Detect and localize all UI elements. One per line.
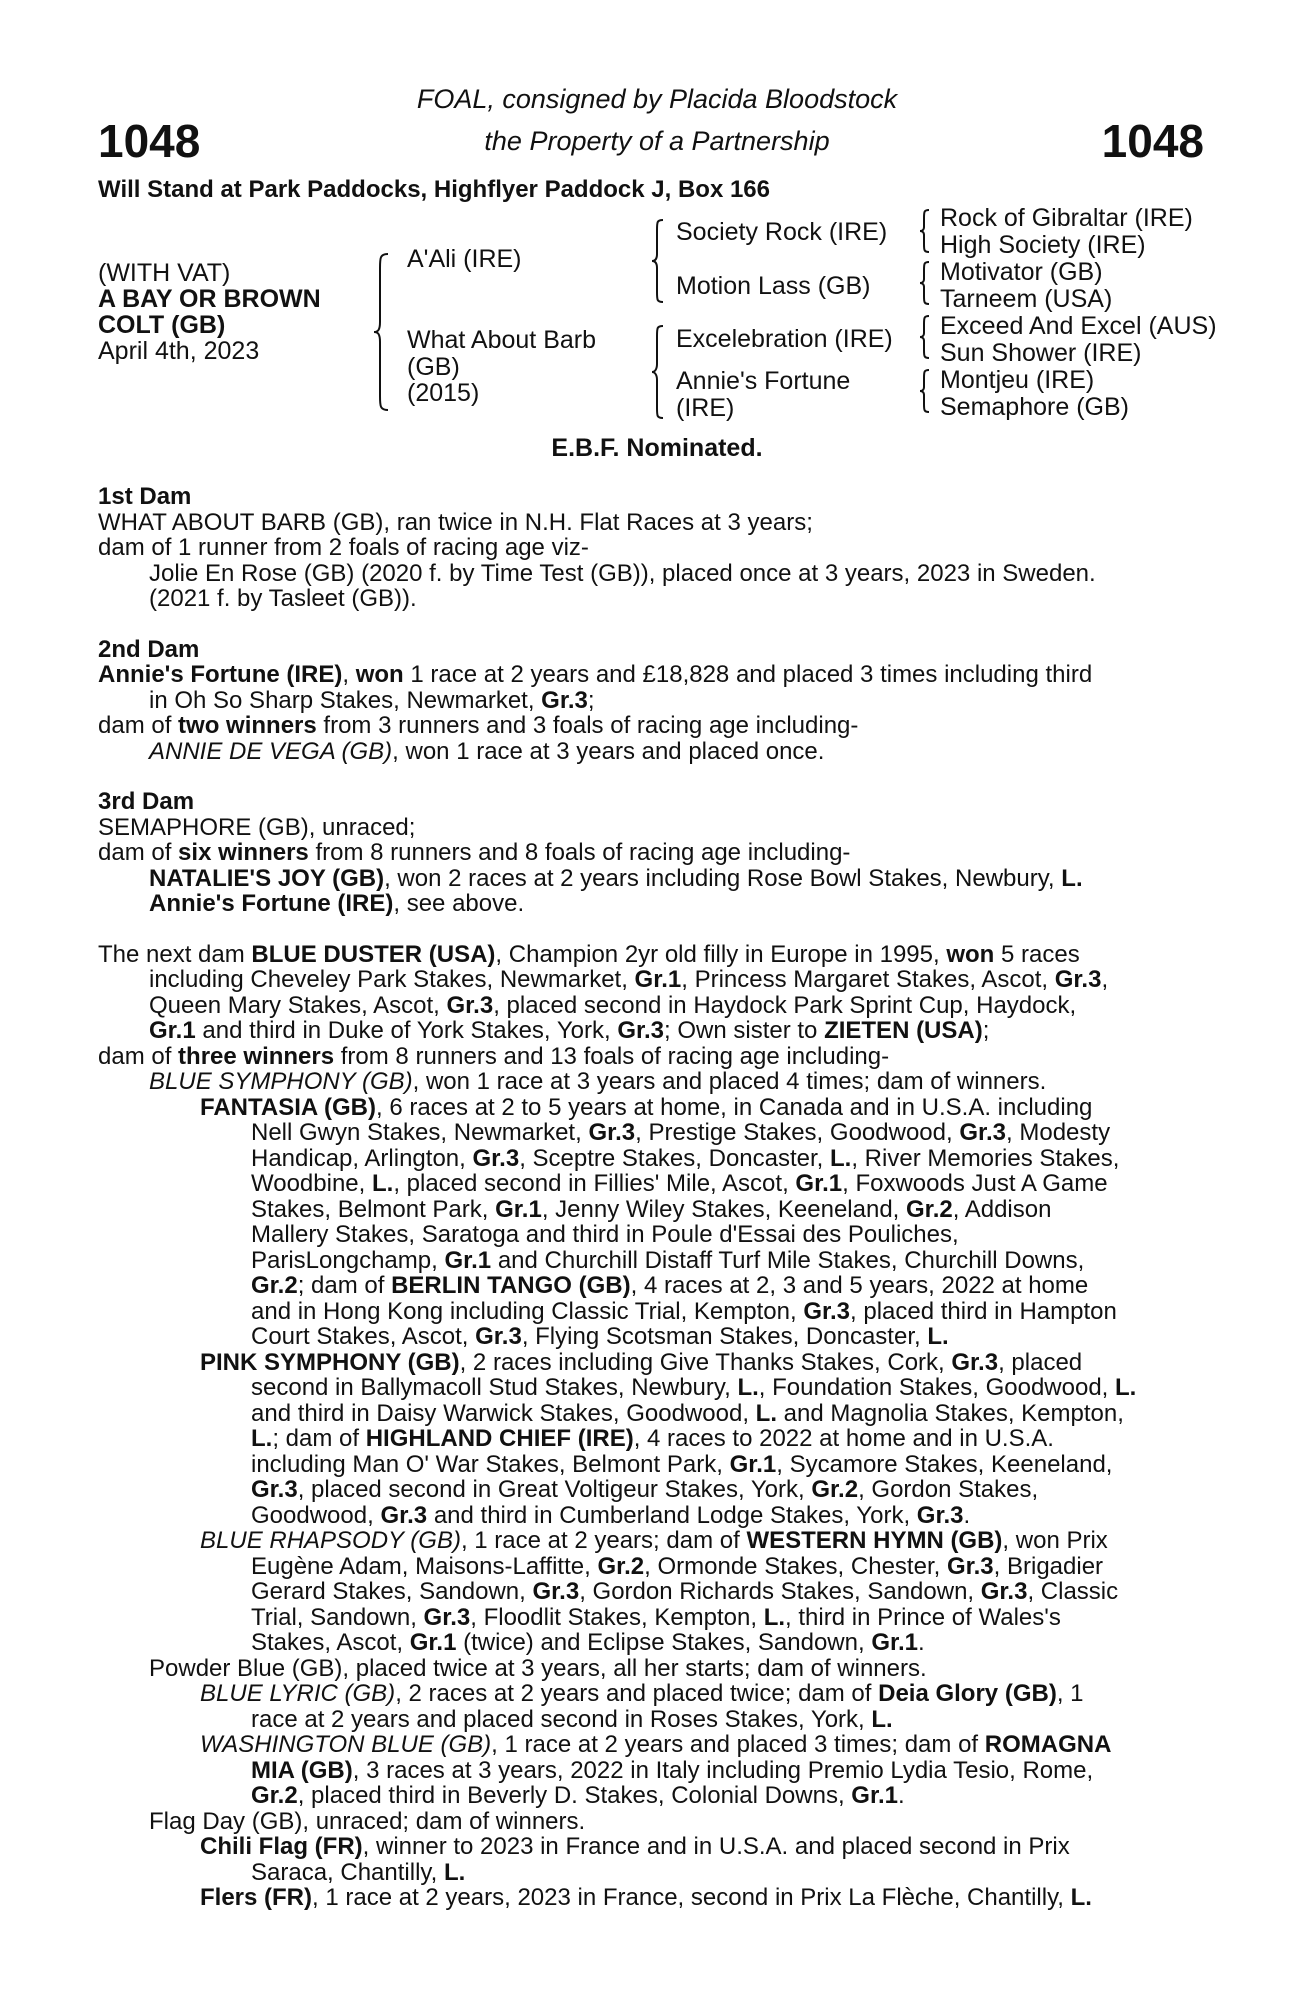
next-dam-line: BLUE LYRIC (GB), 2 races at 2 years and placed twice; dam of Deia Glory (GB), 1 [200,1680,1084,1707]
next-dam-line: Saraca, Chantilly, L. [251,1858,466,1886]
next-dam-line: Flag Day (GB), unraced; dam of winners. [149,1807,586,1835]
next-dam-line: Queen Mary Stakes, Ascot, Gr.3, placed second in Haydock Park Sprint Cup, Haydock, [149,991,1077,1019]
second-dam-line: ANNIE DE VEGA (GB), won 1 race at 3 years and placed once. [149,737,825,765]
pedigree-dam-2: (GB) [407,353,460,381]
next-dam-line: Goodwood, Gr.3 and third in Cumberland Lodge Stakes, York, Gr.3. [251,1501,971,1529]
first-dam-heading: 1st Dam [98,483,192,510]
catalogue-body [98,484,1208,1911]
next-dam-line: Gr.3, placed second in Great Voltigeur Stakes, York, Gr.2, Gordon Stakes, [251,1476,1039,1503]
pedigree-g3: Motivator (GB) [940,258,1103,286]
next-dam-line: Chili Flag (FR), winner to 2023 in France and in U.S.A. and placed second in Prix [200,1833,1070,1860]
pedigree-brace-g1 [918,208,932,254]
pedigree-brace-g2 [918,260,932,306]
next-dam-line: second in Ballymacoll Stud Stakes, Newbury, L., Foundation Stakes, Goodwood, L. [251,1374,1137,1401]
pedigree-g2: High Society (IRE) [940,231,1146,259]
first-dam-line: dam of 1 runner from 2 foals of racing age viz- [98,534,589,561]
lot-number-left: 1048 [98,115,201,167]
next-dam-line: race at 2 years and placed second in Roses Stakes, York, L. [251,1705,893,1733]
pedigree-brace-dam [650,324,666,420]
next-dam-line: Trial, Sandown, Gr.3, Floodlit Stakes, Kempton, L., third in Prince of Wales's [251,1603,1061,1631]
foal-date: April 4th, 2023 [98,337,260,365]
pedigree-g6: Sun Shower (IRE) [940,339,1142,367]
next-dam-line: Flers (FR), 1 race at 2 years, 2023 in France, second in Prix La Flèche, Chantilly, L. [200,1884,1092,1911]
next-dam-line: including Man O' War Stakes, Belmont Park, Gr.1, Sycamore Stakes, Keeneland, [251,1450,1113,1478]
next-dam-line: Powder Blue (GB), placed twice at 3 years, all her starts; dam of winners. [149,1654,927,1682]
pedigree-g4: Tarneem (USA) [940,285,1113,313]
next-dam-line: Stakes, Belmont Park, Gr.1, Jenny Wiley Stakes, Keeneland, Gr.2, Addison [251,1195,1052,1223]
next-dam-line: WASHINGTON BLUE (GB), 1 race at 2 years and placed 3 times; dam of ROMAGNA [200,1731,1112,1758]
pedigree-dam-1: What About Barb [407,326,597,354]
pedigree-dam-dam-1: Annie's Fortune [676,367,851,395]
next-dam-line: Nell Gwyn Stakes, Newmarket, Gr.3, Prestige Stakes, Goodwood, Gr.3, Modesty [251,1119,1111,1146]
pedigree-sire: A'Ali (IRE) [407,245,522,273]
consignment-line-2: the Property of a Partnership [484,126,830,156]
next-dam-line: dam of three winners from 8 runners and 13 foals of racing age including- [98,1042,890,1070]
pedigree-brace-main [372,252,392,412]
pedigree-brace-g4 [918,368,932,414]
next-dam-line: BLUE SYMPHONY (GB), won 1 race at 3 years and placed 4 times; dam of winners. [149,1068,1047,1095]
consignment-line-1: FOAL, consigned by Placida Bloodstock [416,84,898,114]
next-dam-line: Handicap, Arlington, Gr.3, Sceptre Stakes, Doncaster, L., River Memories Stakes, [251,1144,1120,1172]
next-dam-line: and third in Daisy Warwick Stakes, Goodwood, L. and Magnolia Stakes, Kempton, [251,1399,1124,1427]
lot-number-right: 1048 [1101,115,1204,167]
third-dam-line: dam of six winners from 8 runners and 8 foals of racing age including- [98,839,851,866]
first-dam-line: (2021 f. by Tasleet (GB)). [149,585,417,612]
next-dam-line: and in Hong Kong including Classic Trial, Kempton, Gr.3, placed third in Hampton [251,1297,1117,1325]
next-dam-line: FANTASIA (GB), 6 races at 2 to 5 years at home, in Canada and in U.S.A. including [200,1093,1093,1121]
third-dam-heading: 3rd Dam [98,788,195,815]
third-dam-line: Annie's Fortune (IRE), see above. [149,890,525,917]
second-dam-line: in Oh So Sharp Stakes, Newmarket, Gr.3; [149,686,595,714]
next-dam-line: Gr.1 and third in Duke of York Stakes, York, Gr.3; Own sister to ZIETEN (USA); [149,1017,990,1044]
next-dam-line: Stakes, Ascot, Gr.1 (twice) and Eclipse Stakes, Sandown, Gr.1. [251,1629,925,1656]
pedigree-g5: Exceed And Excel (AUS) [940,312,1217,340]
pedigree-dam-sire: Excelebration (IRE) [676,325,893,353]
vat-note: (WITH VAT) [98,259,231,287]
next-dam-line: Gr.2, placed third in Beverly D. Stakes, Colonial Downs, Gr.1. [251,1782,905,1809]
next-dam-line: Eugène Adam, Maisons-Laffitte, Gr.2, Ormonde Stakes, Chester, Gr.3, Brigadier [251,1552,1104,1580]
pedigree-g8: Semaphore (GB) [940,393,1129,421]
pedigree-brace-sire [650,218,666,304]
first-dam-line: Jolie En Rose (GB) (2020 f. by Time Test (GB)), placed once at 3 years, 2023 in Sweden. [149,559,1096,587]
ebf-nominated: E.B.F. Nominated. [551,434,763,462]
next-dam-line: Woodbine, L., placed second in Fillies' Mile, Ascot, Gr.1, Foxwoods Just A Game [251,1170,1108,1197]
pedigree-dam-3: (2015) [407,379,480,407]
next-dam-line: ParisLongchamp, Gr.1 and Churchill Distaff Turf Mile Stakes, Churchill Downs, [251,1246,1085,1274]
third-dam-line: NATALIE'S JOY (GB), won 2 races at 2 years including Rose Bowl Stakes, Newbury, L. [149,864,1083,892]
next-dam-line: PINK SYMPHONY (GB), 2 races including Give Thanks Stakes, Cork, Gr.3, placed [200,1348,1083,1376]
next-dam-line: Mallery Stakes, Saratoga and third in Poule d'Essai des Pouliches, [251,1221,959,1248]
pedigree-sire-sire: Society Rock (IRE) [676,218,888,246]
first-dam-line: WHAT ABOUT BARB (GB), ran twice in N.H. Flat Races at 3 years; [98,508,813,536]
next-dam-line: Gerard Stakes, Sandown, Gr.3, Gordon Richards Stakes, Sandown, Gr.3, Classic [251,1578,1119,1605]
pedigree-brace-g3 [918,314,932,360]
stand-location: Will Stand at Park Paddocks, Highflyer Paddock J, Box 166 [98,176,770,203]
next-dam-line: Court Stakes, Ascot, Gr.3, Flying Scotsman Stakes, Doncaster, L. [251,1323,949,1350]
third-dam-line: SEMAPHORE (GB), unraced; [98,813,416,841]
second-dam-heading: 2nd Dam [98,635,200,663]
pedigree-sire-dam: Motion Lass (GB) [676,272,871,300]
pedigree-g1: Rock of Gibraltar (IRE) [940,204,1193,232]
next-dam-line: BLUE RHAPSODY (GB), 1 race at 2 years; dam of WESTERN HYMN (GB), won Prix [200,1527,1108,1554]
foal-description-1: A BAY OR BROWN [98,285,321,313]
second-dam-line: dam of two winners from 3 runners and 3 foals of racing age including- [98,712,859,739]
next-dam-line: MIA (GB), 3 races at 3 years, 2022 in Italy including Premio Lydia Tesio, Rome, [251,1756,1094,1784]
pedigree-g7: Montjeu (IRE) [940,366,1095,394]
pedigree-dam-dam-2: (IRE) [676,394,735,422]
second-dam-line: Annie's Fortune (IRE), won 1 race at 2 years and £18,828 and placed 3 times including third [98,661,1093,688]
foal-description-2: COLT (GB) [98,311,226,339]
next-dam-line: including Cheveley Park Stakes, Newmarket, Gr.1, Princess Margaret Stakes, Ascot, Gr.3, [149,966,1109,993]
next-dam-line: The next dam BLUE DUSTER (USA), Champion 2yr old filly in Europe in 1995, won 5 races [98,940,1080,968]
next-dam-line: L.; dam of HIGHLAND CHIEF (IRE), 4 races to 2022 at home and in U.S.A. [251,1425,1054,1452]
next-dam-line: Gr.2; dam of BERLIN TANGO (GB), 4 races at 2, 3 and 5 years, 2022 at home [251,1272,1089,1299]
